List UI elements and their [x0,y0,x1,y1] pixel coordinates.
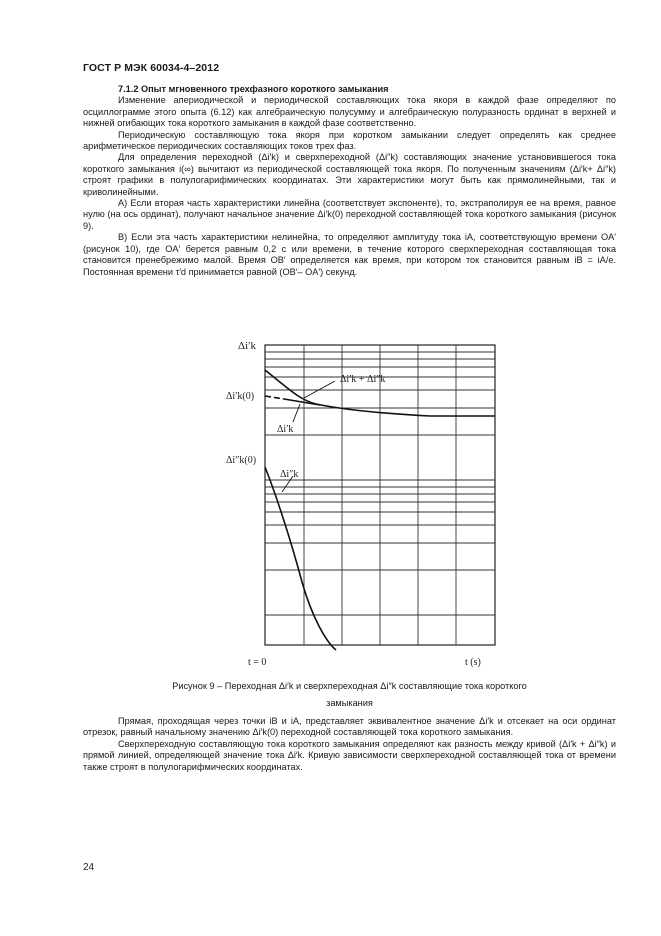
paragraph: Прямая, проходящая через точки iB и iA, представляет эквивалентное значение Δi′k и отсекает на оси ординат отрезок, равный начальному значению Δi′k(0) переходной составляющей тока короткого замыкания. [83,716,616,738]
paragraph: А) Если вторая часть характеристики линейна (соответствует экспоненте), то, экстраполируя ее на время, равное нулю (на ось ординат), получают начальное значение Δi′k(0) переходной составляющей тока короткого замыкания (рисунок 9). [83,198,616,231]
transient-zero-label: Δi′k(0) [226,391,255,402]
transient-label: Δi′k [277,424,294,435]
sum-label-leader [304,381,335,398]
figure-9 [220,332,520,677]
paragraph: В) Если эта часть характеристики нелинейна, то определяют амплитуду тока iA, соответствующую времени OA′ (рисунок 10), где OA′ берется равным 0,2 с или времени, в течение которого сверхпереходная составляющая тока становится пренебрежимо малой. Время OB′ определяется как время, при котором ток становится равным iB = iA/e. Постоянная времени τ′d принимается равной (OB′– OA′) секунд. [83,232,616,277]
paragraph: Для определения переходной (Δi′k) и сверхпереходной (Δi″k) составляющих значение установившегося тока короткого замыкания i(∞) вычитают из периодической составляющей тока якоря. По полученным значениям (Δi′k+ Δi″k) строят графики в полулогарифмических координатах. Эти характеристики могут быть как прямолинейными, так и криволинейными. [83,152,616,197]
y-axis-label: Δi′k [238,340,257,352]
paragraph: Периодическую составляющую тока якоря при коротком замыкании следует определять как среднее арифметическое периодических составляющих токов трех фаз. [83,129,616,152]
transient-label-leader [293,404,300,422]
subtransient-zero-label: Δi″k(0) [226,455,257,466]
section-heading: 7.1.2 Опыт мгновенного трехфазного короткого замыкания [118,84,389,94]
sum-label: Δi′k + Δi″k [340,374,386,385]
transient-line [284,399,320,405]
standard-header: ГОСТ Р МЭК 60034-4–2012 [83,62,220,74]
subtransient-curve [265,467,336,650]
subtransient-label: Δi″k [280,469,299,480]
t-zero-label: t = 0 [248,657,267,668]
section-text [83,84,616,278]
t-axis-label: t (s) [465,657,481,668]
transient-extrapolation [265,396,284,399]
semilog-chart [220,332,520,677]
figure-caption-continued: замыкания [326,698,373,708]
page-number: 24 [83,862,95,873]
after-figure-text [83,716,616,773]
paragraph: Изменение апериодической и периодической составляющих тока якоря в каждой фазе определяют по осциллограмме этого опыта (6.12) как алгебраическую полусумму и алгебраическую полуразность ординат в верхней и нижней огибающих тока короткого замыкания в каждой фазе соответственно. [83,95,616,129]
paragraph: Сверхпереходную составляющую тока короткого замыкания определяют как разность между кривой (Δi′k + Δi″k) и прямой линией, определяющей значение тока Δi′k. Кривую зависимости сверхпереходной составляющей тока от времени также строят в полулогарифмических координатах. [83,738,616,772]
figure-caption: Рисунок 9 – Переходная Δi′k и сверхпереходная Δi″k составляющие тока короткого [172,681,527,691]
